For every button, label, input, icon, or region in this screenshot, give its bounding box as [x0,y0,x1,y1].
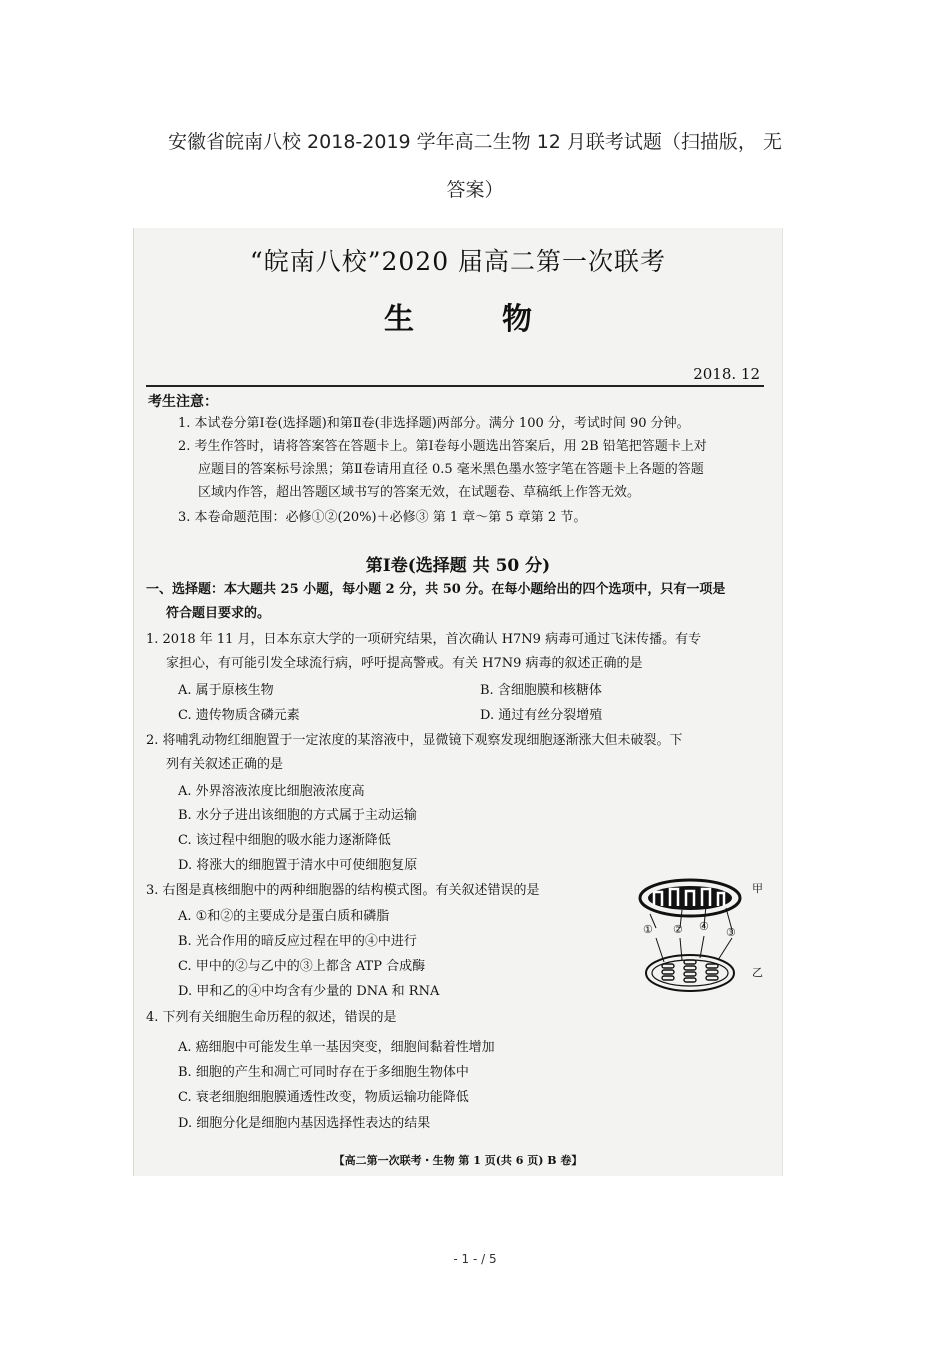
label-yi: 乙 [752,966,763,979]
q2-option-c: C. 该过程中细胞的吸水能力逐渐降低 [178,833,391,848]
label-jia: 甲 [752,882,763,895]
label-3: ③ [726,926,736,939]
notice-item-3: 3. 本卷命题范围：必修①②(20%)＋必修③ 第 1 章～第 5 章第 2 节。 [178,510,587,525]
q1-stem-line-1: 1. 2018 年 11 月，日本东京大学的一项研究结果，首次确认 H7N9 病毒可通过飞沫传播。有专 [146,632,702,647]
scanned-exam-page [133,228,783,1176]
label-1: ① [643,923,653,936]
organelle-diagram [634,876,774,996]
q4-option-d: D. 细胞分化是细胞内基因选择性表达的结果 [178,1116,431,1131]
mitochondrion-matrix [648,886,732,910]
section-instruction-line-1: 一、选择题：本大题共 25 小题，每小题 2 分，共 50 分。在每小题给出的四个选项中，只有一项是 [146,582,726,597]
page-number: - 1 - / 5 [453,1252,497,1266]
exam-subject [134,294,782,338]
label-4: ④ [699,920,709,933]
q3-option-d: D. 甲和乙的④中均含有少量的 DNA 和 RNA [178,984,440,999]
section-instruction-line-2: 符合题目要求的。 [166,606,271,621]
q2-option-b: B. 水分子进出该细胞的方式属于主动运输 [178,808,417,823]
q2-stem-line-1: 2. 将哺乳动物红细胞置于一定浓度的某溶液中，显微镜下观察发现细胞逐渐涨大但未破裂。下 [146,733,683,748]
notice-item-2: 2. 考生作答时，请将答案答在答题卡上。第Ⅰ卷每小题选出答案后，用 2B 铅笔把答题卡上对 [178,439,707,454]
q4-option-b: B. 细胞的产生和凋亡可同时存在于多细胞生物体中 [178,1065,469,1080]
notice-item-1: 1. 本试卷分第Ⅰ卷(选择题)和第Ⅱ卷(非选择题)两部分。满分 100 分，考试时间 90 分钟。 [178,416,690,431]
q3-option-a: A. ①和②的主要成分是蛋白质和磷脂 [178,909,390,924]
document-title-line-1: 安徽省皖南八校 2018-2019 学年高二生物 12 月联考试题（扫描版， 无 [168,131,782,153]
header-rule [146,385,764,387]
subject-char-1: 生 [384,302,414,337]
q4-stem: 4. 下列有关细胞生命历程的叙述，错误的是 [146,1010,397,1025]
q3-option-b: B. 光合作用的暗反应过程在甲的④中进行 [178,934,417,949]
subject-char-2: 物 [502,302,532,337]
document-title-line-2: 答案） [446,179,504,201]
q1-option-a: A. 属于原核生物 [178,683,274,698]
q2-option-a: A. 外界溶液浓度比细胞液浓度高 [178,784,365,799]
q3-stem: 3. 右图是真核细胞中的两种细胞器的结构模式图。有关叙述错误的是 [146,883,540,898]
q4-option-c: C. 衰老细胞细胞膜通透性改变，物质运输功能降低 [178,1090,469,1105]
notice-heading: 考生注意： [148,394,218,410]
q1-option-b: B. 含细胞膜和核糖体 [480,683,602,698]
label-2: ② [673,923,683,936]
notice-item-2-cont-1: 应题目的答案标号涂黑；第Ⅱ卷请用直径 0.5 毫米黑色墨水签字笔在答题卡上各题的答题 [198,462,704,477]
exam-title: “皖南八校”2020 届高二第一次联考 [249,247,667,276]
q1-stem-line-2: 家担心，有可能引发全球流行病，呼吁提高警戒。有关 H7N9 病毒的叙述正确的是 [166,656,643,671]
q4-option-a: A. 癌细胞中可能发生单一基因突变，细胞间黏着性增加 [178,1040,495,1055]
pointer-2b [680,938,682,960]
exam-page-footer: 【高二第一次联考・生物 第 1 页(共 6 页) B 卷】 [333,1154,583,1167]
q3-option-c: C. 甲中的②与乙中的③上都含 ATP 合成酶 [178,959,426,974]
section-title: 第Ⅰ卷(选择题 共 50 分) [365,556,551,576]
q2-option-d: D. 将涨大的细胞置于清水中可使细胞复原 [178,858,418,873]
notice-item-2-cont-2: 区域内作答，超出答题区域书写的答案无效，在试题卷、草稿纸上作答无效。 [198,485,641,500]
q1-option-c: C. 遗传物质含磷元素 [178,708,300,723]
exam-date: 2018. 12 [693,365,760,383]
q1-option-d: D. 通过有丝分裂增殖 [480,708,603,723]
pointer-3b [718,938,732,960]
chloroplast-grana [662,960,718,982]
q2-stem-line-2: 列有关叙述正确的是 [166,757,284,772]
